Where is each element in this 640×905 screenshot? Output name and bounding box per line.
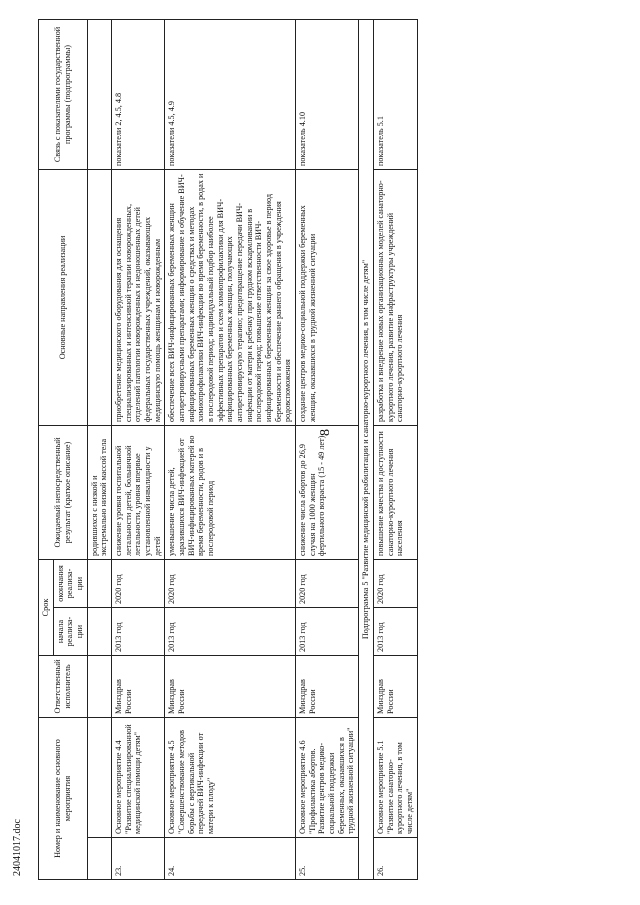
row-result: повышение качества и доступности санаторно-курортного лечения населения — [373, 425, 417, 559]
row-name: Основное мероприятие 4.5 "Совершенствование методов борьбы с вертикальной передачей ВИЧ-инфекции от матери к плоду" — [165, 718, 296, 838]
row-start: 2013 год — [112, 608, 165, 656]
row-end: 2020 год — [296, 559, 359, 607]
row-num: 23. — [112, 838, 165, 880]
row-end: 2020 год — [112, 559, 165, 607]
header-num: Номер и наименование основного мероприятия — [39, 718, 88, 880]
header-link: Связь с показателями государственной программы (подпрограммы) — [39, 19, 88, 169]
subprogram-row — [359, 19, 374, 879]
row-resp: Минздрав России — [296, 656, 359, 718]
row-resp: Минздрав России — [112, 656, 165, 718]
row-result: снижение числа абортов до 26,9 случая на 1000 женщин фертильного возраста (15 - 49 лет) — [296, 425, 359, 559]
subprogram-title: Подпрограмма 5 "Развитие медицинской реабилитации и санаторно-курортного лечения, в том числе детям" — [359, 19, 374, 879]
row-num: 24. — [165, 838, 296, 880]
row-directions: приобретение медицинского оборудования для оснащения специализированных и интенсивной терапии новорожденных, отделений патологии новорожденных и недоношенных детей федеральных государственных учреждений, оказывающих медицинскую помощь женщинам и новорожденным — [112, 169, 165, 425]
table-row — [112, 19, 165, 879]
footer-filename: 24041017.doc — [12, 819, 23, 876]
table-row — [373, 19, 417, 879]
row-name: Основное мероприятие 4.4 "Развитие специализированной медицинской помощи детям" — [112, 718, 165, 838]
row-end: 2020 год — [165, 559, 296, 607]
row-end: 2020 год — [373, 559, 417, 607]
row-result: снижение уровня госпитальной летальности детей, больничной летальности, уровня впервые установленной инвалидности у детей — [112, 425, 165, 559]
header-resp: Ответственный исполнитель — [39, 656, 88, 718]
header-term: Срок — [39, 559, 54, 655]
carry-over-text: родившихся с низкой и экстремально низкой массой тела — [87, 425, 111, 559]
row-num: 25. — [296, 838, 359, 880]
measures-table — [38, 19, 418, 880]
row-name: Основное мероприятие 4.6 "Профилактика абортов. Развитие центров медико-социальной поддержки беременных, оказавшихся в трудной жизненной ситуации" — [296, 718, 359, 838]
row-directions: разработка и внедрение новых организационных моделей санаторно-курортного лечения, развитие инфраструктуры учреждений санаторно-курортного лечения — [373, 169, 417, 425]
row-resp: Минздрав России — [373, 656, 417, 718]
header-row — [39, 19, 54, 879]
header-start: начала реализа-ции — [53, 608, 87, 656]
row-directions: создание центров медико-социальной поддержки беременных женщин, оказавшихся в трудной жизненной ситуации — [296, 169, 359, 425]
header-directions: Основные направления реализации — [39, 169, 88, 425]
row-num: 26. — [373, 838, 417, 880]
row-start: 2013 год — [165, 608, 296, 656]
table-row — [165, 19, 296, 879]
row-link: показатели 4.5, 4.9 — [165, 19, 296, 169]
row-link: показатель 5.1 — [373, 19, 417, 169]
header-end: окончания реализа-ции — [53, 559, 87, 607]
table-row — [296, 19, 359, 879]
page-number: 8 — [318, 429, 333, 436]
row-name: Основное мероприятие 5.1 "Развитие санаторно-курортного лечения, в том числе детям" — [373, 718, 417, 838]
row-directions: обеспечение всех ВИЧ-инфицированных беременных женщин антиретровирусными препаратами; информирование и обучение ВИЧ-инфицированных беременных женщин о средствах и методах химиопрофилактики ВИЧ-инфекции во время беременности, в родах и в послеродовой период; индивидуальный подбор наиболее эффективных препаратов и схем химиопрофилактики для ВИЧ-инфицированных беременных женщин, получающих антиретровирусную терапию; предотвращение передачи ВИЧ-инфекции от матери к ребенку при грудном вскармливании в послеродовой период; повышение ответственности ВИЧ-инфицированных беременных женщин за свое здоровье в период беременности и обеспечение раннего обращения в учреждения родовспоможения — [165, 169, 296, 425]
row-result: уменьшение числа детей, заразившихся ВИЧ-инфекцией от ВИЧ-инфицированных матерей во время беременности, родов и в послеродовой период — [165, 425, 296, 559]
header-result: Ожидаемый непосредственный результат (краткое описание) — [39, 425, 88, 559]
row-start: 2013 год — [373, 608, 417, 656]
table-row-carry — [87, 19, 111, 879]
row-link: показатели 2, 4.5, 4.8 — [112, 19, 165, 169]
row-start: 2013 год — [296, 608, 359, 656]
row-link: показатель 4.10 — [296, 19, 359, 169]
row-resp: Минздрав России — [165, 656, 296, 718]
